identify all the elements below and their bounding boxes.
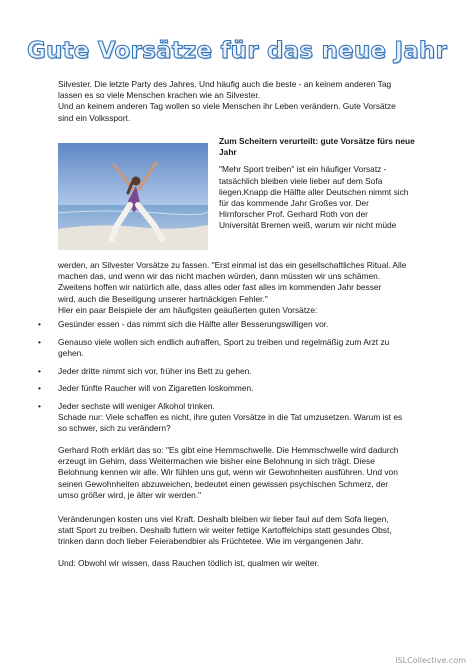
body-line: erzeugt im Gehirn, dass Weitermachen wie bisher eine Belohnung in sich trägt. Diese	[58, 456, 375, 467]
article-subheading: Jahr	[219, 147, 237, 158]
intro-paragraph	[58, 79, 420, 124]
body-line: trinken dann doch lieber Feierabendbier als Früchtetee. Wie im vergangenen Jahr.	[58, 536, 364, 547]
column-line: liegen.Knapp die Hälfte aller Deutschen nimmt sich	[219, 186, 409, 197]
intro-line: lassen es so viele Menschen krachen wie an Silvester.	[58, 90, 261, 101]
body-line: seinen Gewohnheiten abzuweichen, bedeutet einen gewissen psychischen Schmerz, der	[58, 478, 389, 489]
list-item: • Gesünder essen - das nimmt sich die Hälfte aller Besserungswilligen vor.	[38, 319, 329, 329]
bullet-icon: •	[38, 365, 41, 376]
changes-paragraph	[58, 514, 420, 548]
article-column	[219, 136, 421, 232]
body-line: Veränderungen kosten uns viel Kraft. Deshalb bleiben wir lieber faul auf dem Sofa liegen,	[58, 514, 389, 524]
column-line: "Mehr Sport treiben" ist ein häufiger Vorsatz -	[219, 164, 387, 175]
column-line: Universität Bremen weiß, warum wir nicht müde	[219, 220, 397, 231]
intro-line: Und an keinem anderen Tag wollen so viele Menschen ihr Leben verändern. Gute Vorsätze	[58, 101, 396, 112]
body-line: machen das, und wenn wir das nicht machen würden, dann müssten wir uns schämen.	[58, 271, 381, 282]
resolutions-list	[38, 319, 422, 418]
body-line: werden, an Silvester Vorsätze zu fassen. "Erst einmal ist das ein gesellschaftliches Ritual. Alle	[58, 260, 407, 270]
list-item: • Jeder fünfte Raucher will von Zigaretten loskommen.	[38, 383, 254, 393]
bullet-icon: •	[38, 383, 41, 393]
list-item: • Jeder dritte nimmt sich vor, früher ins Bett zu gehen.	[38, 365, 252, 376]
body-line: Hier ein paar Beispiele der am häufigsten geäußerten guten Vorsätze:	[58, 304, 318, 315]
intro-line: sind ein Volkssport.	[58, 112, 131, 123]
body-paragraph	[58, 260, 420, 316]
body-line: wird, auch die Beseitigung unserer hartnäckigen Fehler."	[58, 293, 268, 304]
bullet-icon: •	[38, 319, 41, 329]
list-item-continued: gehen.	[58, 348, 84, 358]
intro-line: Silvester. Die letzte Party des Jahres. Und häufig auch die beste - an keinem anderen Tag	[58, 79, 392, 89]
page-title: Gute Vorsätze für das neue Jahr	[26, 38, 448, 64]
body-line: statt Sport zu treiben. Deshalb futtern wir weiter fettige Kartoffelchips statt gesundes Obst,	[58, 525, 392, 536]
yoga-beach-photo	[58, 143, 208, 250]
column-line: Hirnforscher Prof. Gerhard Roth von der	[219, 209, 368, 220]
yoga-beach-image	[58, 143, 208, 250]
column-line: tatsächlich bleiben viele lieber auf dem Sofa	[219, 175, 383, 186]
body-line: umso größer wird, je älter wir werden."	[58, 489, 202, 500]
after-list-paragraph	[58, 412, 420, 434]
list-item: • Genauso viele wollen sich endlich aufraffen, Sport zu treiben und regelmäßig zum Arzt zu	[38, 336, 390, 347]
closing-paragraph	[58, 558, 420, 569]
body-line: Belohnung kennen wir alle. Wir fühlen uns gut, wenn wir Gewohnheiten ausführen. Und von	[58, 467, 398, 478]
column-line: für das kommende Jahr Großes vor. Der	[219, 198, 369, 209]
body-line: Gerhard Roth erklärt das so: "Es gibt eine Hemmschwelle. Die Hemmschwelle wird dadurch	[58, 445, 399, 455]
bullet-icon: •	[38, 400, 41, 411]
body-line: Und: Obwohl wir wissen, dass Rauchen tödlich ist, qualmen wir weiter.	[58, 558, 320, 568]
bullet-icon: •	[38, 336, 41, 347]
list-item: • Jeder sechste will weniger Alkohol trinken.	[38, 400, 215, 411]
article-subheading: Zum Scheitern verurteilt: gute Vorsätze fürs neue	[219, 136, 415, 146]
footer-watermark: ISLCollective.com	[395, 656, 466, 665]
body-line: Schade nur: Viele schaffen es nicht, ihre guten Vorsätze in die Tat umzusetzen. Warum ist es	[58, 412, 403, 422]
body-line: Zweitens hoffen wir natürlich alle, dass alles oder fast alles im kommenden Jahr besser	[58, 282, 382, 293]
roth-quote-paragraph	[58, 445, 420, 501]
body-line: so schwer, sich zu verändern?	[58, 423, 171, 434]
